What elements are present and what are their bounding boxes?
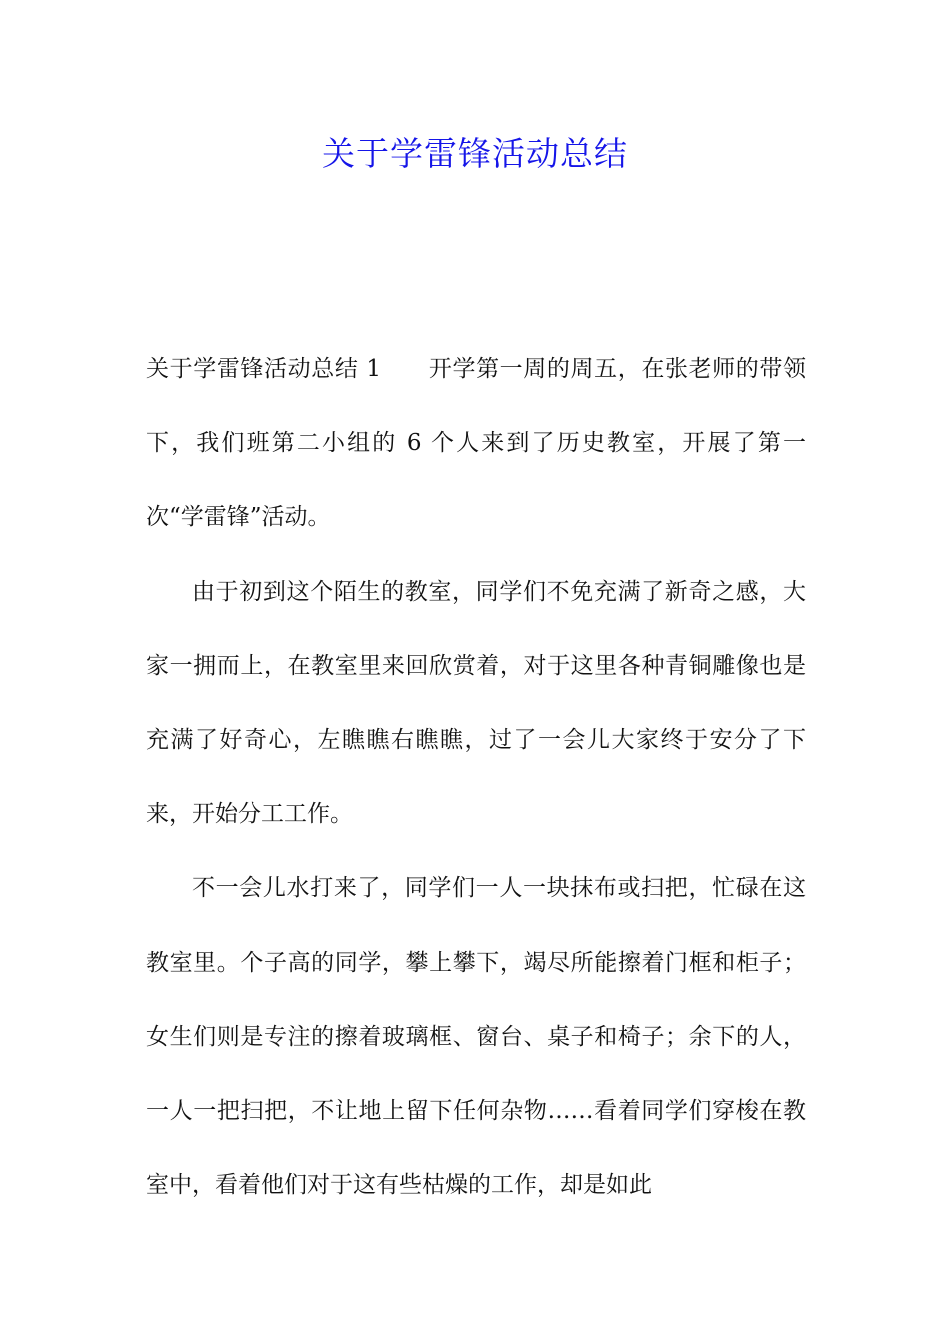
document-title: 关于学雷锋活动总结 bbox=[322, 134, 628, 173]
document-body bbox=[146, 332, 806, 1222]
paragraph-1 bbox=[146, 332, 806, 555]
section-heading-inline: 关于学雷锋活动总结 1 bbox=[146, 356, 429, 382]
paragraph-3: 不一会儿水打来了，同学们一人一块抹布或扫把，忙碌在这教室里。个子高的同学，攀上攀下，竭尽所能擦着门框和柜子；女生们则是专注的擦着玻璃框、窗台、桌子和椅子；余下的人，一人一把扫把，不让地上留下任何杂物……看着同学们穿梭在教室中，看着他们对于这有些枯燥的工作，却是如此 bbox=[146, 875, 806, 1199]
paragraph-2: 由于初到这个陌生的教室，同学们不免充满了新奇之感，大家一拥而上，在教室里来回欣赏着，对于这里各种青铜雕像也是充满了好奇心，左瞧瞧右瞧瞧，过了一会儿大家终于安分了下来，开始分工工作。 bbox=[146, 578, 806, 828]
paragraph-1-text: 开学第一周的周五，在张老师的带领下，我们班第二小组的 6 个人来到了历史教室，开展了第一次“学雷锋”活动。 bbox=[146, 356, 806, 531]
